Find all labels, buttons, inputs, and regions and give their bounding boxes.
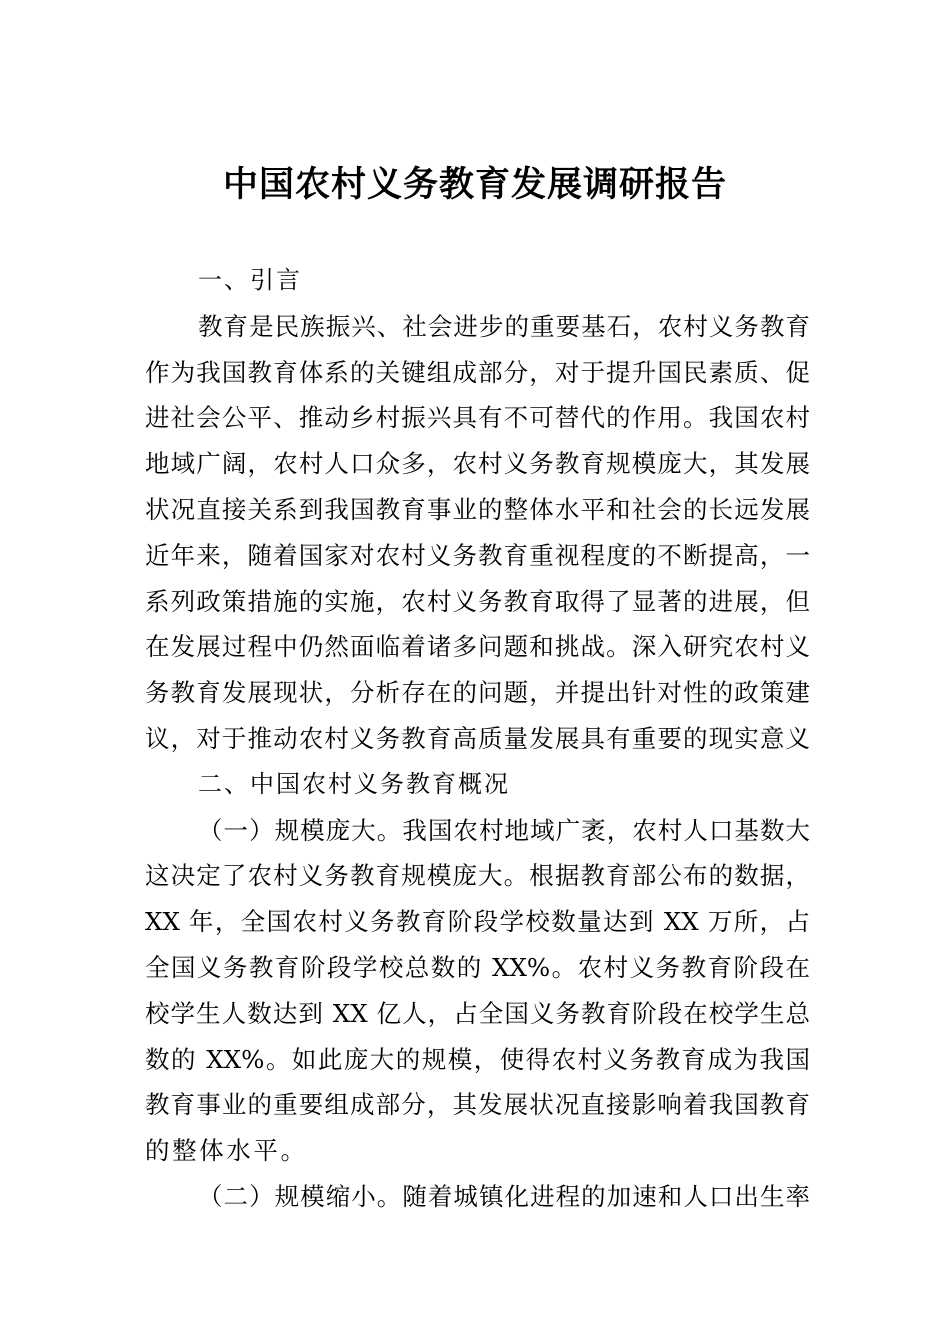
paragraph-line: 校学生人数达到 XX 亿人，占全国义务教育阶段在校学生总 [145, 998, 810, 1028]
paragraph-line: 教育事业的重要组成部分，其发展状况直接影响着我国教育 [145, 1090, 810, 1120]
paragraph-line: 全国义务教育阶段学校总数的 XX%。农村义务教育阶段在 [145, 952, 810, 982]
paragraph-line: 这决定了农村义务教育规模庞大。根据教育部公布的数据， [145, 861, 810, 891]
paragraph-line: 进社会公平、推动乡村振兴具有不可替代的作用。我国农村 [145, 403, 810, 433]
paragraph-line: 状况直接关系到我国教育事业的整体水平和社会的长远发展 [145, 494, 810, 524]
section-heading-introduction: 一、引言 [198, 266, 302, 294]
paragraph-line: 地域广阔，农村人口众多，农村义务教育规模庞大，其发展 [145, 449, 810, 479]
paragraph-line: （二）规模缩小。随着城镇化进程的加速和人口出生率 [198, 1181, 810, 1211]
paragraph-line: 作为我国教育体系的关键组成部分，对于提升国民素质、促 [145, 357, 810, 387]
paragraph-line: 近年来，随着国家对农村义务教育重视程度的不断提高，一 [145, 540, 810, 570]
document-body [145, 258, 810, 1220]
document-title: 中国农村义务教育发展调研报告 [222, 164, 727, 205]
paragraph-line: 在发展过程中仍然面临着诸多问题和挑战。深入研究农村义 [145, 632, 810, 662]
paragraph-line: （一）规模庞大。我国农村地域广袤，农村人口基数大 [198, 815, 810, 845]
paragraph-line: 教育是民族振兴、社会进步的重要基石，农村义务教育 [198, 311, 810, 341]
paragraph-line: 的整体水平。 [145, 1136, 308, 1166]
paragraph-line: XX 年，全国农村义务教育阶段学校数量达到 XX 万所，占 [145, 907, 810, 937]
paragraph-line: 系列政策措施的实施，农村义务教育取得了显著的进展，但 [145, 586, 810, 616]
paragraph-line: 务教育发展现状，分析存在的问题，并提出针对性的政策建 [145, 678, 810, 708]
paragraph-line: 数的 XX%。如此庞大的规模，使得农村义务教育成为我国 [145, 1044, 810, 1074]
section-heading-overview: 二、中国农村义务教育概况 [198, 769, 510, 798]
paragraph-line: 议，对于推动农村义务教育高质量发展具有重要的现实意义 [145, 723, 810, 753]
